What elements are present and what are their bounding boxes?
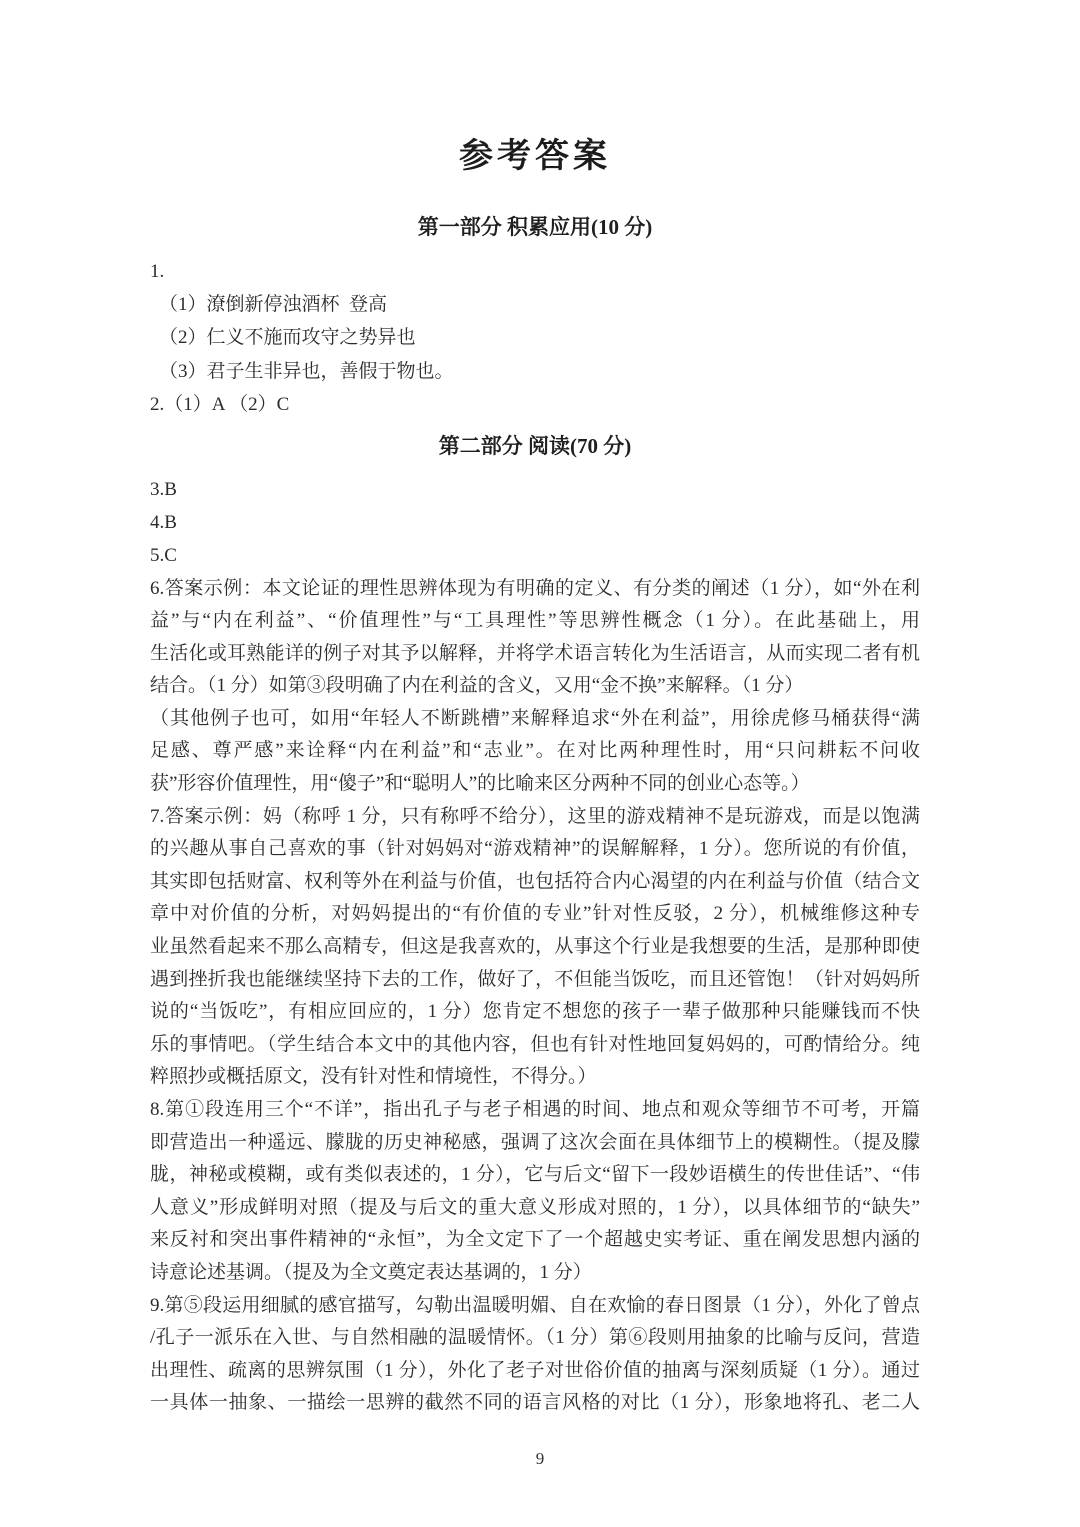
answer-q6-note-line: 获”形容价值理性，用“傻子”和“聪明人”的比喻来区分两种不同的创业心态等。） xyxy=(150,773,810,795)
answer-q7-line: 粹照抄或概括原文，没有针对性和情境性，不得分。） xyxy=(150,1066,597,1088)
answer-q7-paragraph xyxy=(150,801,920,1094)
answer-q8-paragraph xyxy=(150,1094,920,1290)
answer-q6-line: 生活化或耳熟能详的例子对其予以解释，并将学术语言转化为生活语言，从而实现二者有机 xyxy=(150,642,920,664)
answer-q8-line: 诗意论述基调。（提及为全文奠定表达基调的，1 分） xyxy=(150,1261,592,1283)
answer-q7-line: 业虽然看起来不那么高精专，但这是我喜欢的，从事这个行业是我想要的生活，是那种即使 xyxy=(150,936,920,958)
answer-q9-line: 一具体一抽象、一描绘一思辨的截然不同的语言风格的对比（1 分），形象地将孔、老二人 xyxy=(150,1392,920,1414)
document-title: 参考答案 xyxy=(459,138,611,175)
answer-q6-line: 益”与“内在利益”、“价值理性”与“工具理性”等思辨性概念（1 分）。在此基础上，用 xyxy=(150,610,920,632)
answer-q6-line: 6.答案示例：本文论证的理性思辨体现为有明确的定义、有分类的阐述（1 分），如“外在利 xyxy=(150,577,920,599)
answer-q7-line: 说的“当饭吃”，有相应回应的，1 分）您肯定不想您的孩子一辈子做那种只能赚钱而不快 xyxy=(150,1001,920,1023)
answer-q9-line: 9.第⑤段运用细腻的感官描写，勾勒出温暖明媚、自在欢愉的春日图景（1 分），外化了曾点 xyxy=(150,1294,920,1316)
page-number: 9 xyxy=(535,1449,545,1468)
answer-q7-line: 其实即包括财富、权利等外在利益与价值，也包括符合内心渴望的内在利益与价值（结合文 xyxy=(150,870,920,892)
answer-q5: 5.C xyxy=(150,545,177,567)
answer-q9-line: 出理性、疏离的思辨氛围（1 分），外化了老子对世俗价值的抽离与深刻质疑（1 分）。通过 xyxy=(150,1359,920,1381)
answer-q8-line: 胧，神秘或模糊，或有类似表述的，1 分），它与后文“留下一段妙语横生的传世佳话”、“伟 xyxy=(150,1164,920,1186)
page-content xyxy=(150,0,920,1420)
answer-q9-paragraph xyxy=(150,1290,920,1420)
answer-q6-note-line: 足感、尊严感”来诠释“内在利益”和“志业”。在对比两种理性时，用“只问耕耘不问收 xyxy=(150,740,920,762)
part2-heading: 第二部分 阅读(70 分) xyxy=(438,433,632,458)
answer-q1-label: 1. xyxy=(150,261,165,282)
answer-q6-line: 结合。（1 分）如第③段明确了内在利益的含义，又用“金不换”来解释。（1 分） xyxy=(150,675,804,697)
answer-q8-line: 人意义”形成鲜明对照（提及与后文的重大意义形成对照的，1 分），以具体细节的“缺失” xyxy=(150,1196,920,1218)
answer-q6-paragraph xyxy=(150,573,920,703)
answer-q1-item3: （3）君子生非异也，善假于物也。 xyxy=(159,360,454,382)
answer-q6-note-paragraph xyxy=(150,703,920,801)
answer-q6-note-line: （其他例子也可，如用“年轻人不断跳槽”来解释追求“外在利益”，用徐虎修马桶获得“满 xyxy=(150,707,920,729)
answer-q8-line: 8.第①段连用三个“不详”，指出孔子与老子相遇的时间、地点和观众等细节不可考，开篇 xyxy=(150,1099,920,1120)
answer-q1-item1: （1）潦倒新停浊酒杯 登高 xyxy=(159,294,388,316)
answer-q7-line: 章中对价值的分析，对妈妈提出的“有价值的专业”针对性反驳，2 分），机械维修这种专 xyxy=(150,903,920,925)
part1-heading: 第一部分 积累应用(10 分) xyxy=(417,215,653,239)
answer-q4: 4.B xyxy=(150,512,177,534)
answer-q3: 3.B xyxy=(150,478,177,500)
answer-q9-line: /孔子一派乐在入世、与自然相融的温暖情怀。（1 分）第⑥段则用抽象的比喻与反问，营造 xyxy=(150,1327,920,1349)
answer-q1-item2: （2）仁义不施而攻守之势异也 xyxy=(159,327,416,349)
answer-q2: 2.（1）A （2）C xyxy=(150,393,290,415)
answer-q7-line: 的兴趣从事自己喜欢的事（针对妈妈对“游戏精神”的误解解释，1 分）。您所说的有价值， xyxy=(150,838,920,860)
answer-q7-line: 遇到挫折我也能继续坚持下去的工作，做好了，不但能当饭吃，而且还管饱！（针对妈妈所 xyxy=(150,968,920,990)
answer-q8-line: 即营造出一种遥远、朦胧的历史神秘感，强调了这次会面在具体细节上的模糊性。（提及朦 xyxy=(150,1131,920,1153)
answer-q8-line: 来反衬和突出事件精神的“永恒”，为全文定下了一个超越史实考证、重在阐发思想内涵的 xyxy=(150,1229,920,1251)
answer-q7-line: 乐的事情吧。（学生结合本文中的其他内容，但也有针对性地回复妈妈的，可酌情给分。纯 xyxy=(150,1033,920,1055)
answer-q7-line: 7.答案示例：妈（称呼 1 分，只有称呼不给分），这里的游戏精神不是玩游戏，而是以饱满 xyxy=(150,805,920,827)
